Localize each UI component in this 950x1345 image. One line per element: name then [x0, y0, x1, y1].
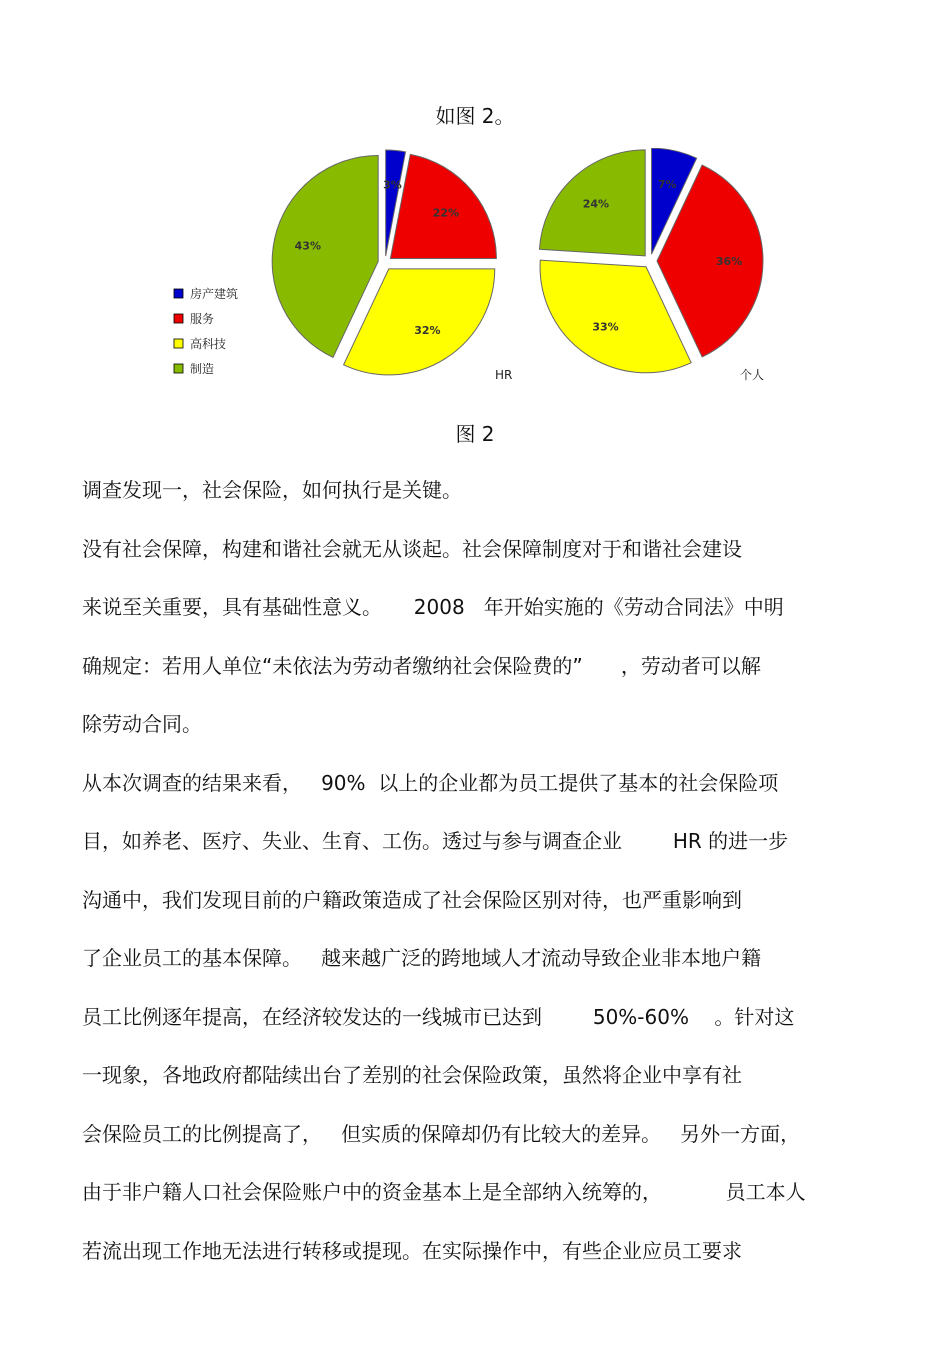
- legend-label: 高科技: [190, 337, 227, 351]
- text-line: 一现象，各地政府都陆续出台了差别的社会保险政策，虽然将企业中享有社: [82, 1063, 742, 1087]
- text-line: 除劳动合同。: [82, 712, 202, 736]
- text-line: 没有社会保障，构建和谐社会就无从谈起。社会保障制度对于和谐社会建设: [82, 536, 742, 561]
- text-line: 目，如养老、医疗、失业、生育、工伤。透过与参与调查企业 HR 的进一步: [82, 829, 789, 853]
- legend-label: 制造: [190, 362, 215, 376]
- text-line: 从本次调查的结果来看， 90% 以上的企业都为员工提供了基本的社会保险项: [82, 770, 779, 795]
- text-line: 若流出现工作地无法进行转移或提现。在实际操作中，有些企业应员工要求: [82, 1238, 742, 1263]
- chart-legend: [174, 286, 238, 376]
- body-text: [82, 475, 882, 1294]
- pie-name-label: HR: [495, 368, 513, 382]
- pie-personal: [539, 148, 764, 382]
- text-line: 会保险员工的比例提高了， 但实质的保障却仍有比较大的差异。 另外一方面，: [82, 1121, 801, 1146]
- slice-label: 3%: [383, 178, 402, 192]
- text-line: 确规定：若用人单位“未依法为劳动者缴纳社会保险费的” ，劳动者可以解: [82, 653, 761, 678]
- slice-label: 43%: [294, 239, 321, 253]
- text-line: 来说至关重要，具有基础性意义。 2008 年开始实施的《劳动合同法》中明: [82, 595, 784, 619]
- figure-intro-caption: 如图 2。: [435, 104, 515, 128]
- legend-label: 房产建筑: [190, 287, 239, 301]
- pie-hr: [272, 150, 512, 382]
- legend-swatch: [174, 339, 183, 348]
- slice-label: 7%: [657, 177, 677, 191]
- text-line: 员工比例逐年提高，在经济较发达的一线城市已达到 50%-60% 。针对这: [82, 1004, 795, 1029]
- figure-caption: 图 2: [455, 422, 495, 446]
- slice-label: 22%: [432, 206, 460, 220]
- text-line: 沟通中，我们发现目前的户籍政策造成了社会保险区别对待，也严重影响到: [82, 887, 742, 912]
- slice-label: 36%: [715, 255, 743, 268]
- legend-swatch: [174, 289, 183, 298]
- legend-swatch: [174, 314, 183, 323]
- slice-label: 24%: [582, 197, 610, 211]
- legend-swatch: [174, 364, 183, 373]
- text-line: 由于非户籍人口社会保险账户中的资金基本上是全部纳入统筹的， 员工本人: [82, 1180, 806, 1204]
- text-line: 了企业员工的基本保障。 越来越广泛的跨地域人才流动导致企业非本地户籍: [82, 946, 762, 970]
- slice-label: 32%: [414, 323, 441, 337]
- pie-chart-figure: [160, 148, 810, 393]
- text-line: 调查发现一，社会保险，如何执行是关键。: [82, 478, 462, 502]
- slice-label: 33%: [592, 320, 619, 334]
- pie-name-label: 个人: [740, 368, 765, 382]
- pie-chart-svg: [160, 148, 810, 393]
- legend-label: 服务: [190, 312, 215, 326]
